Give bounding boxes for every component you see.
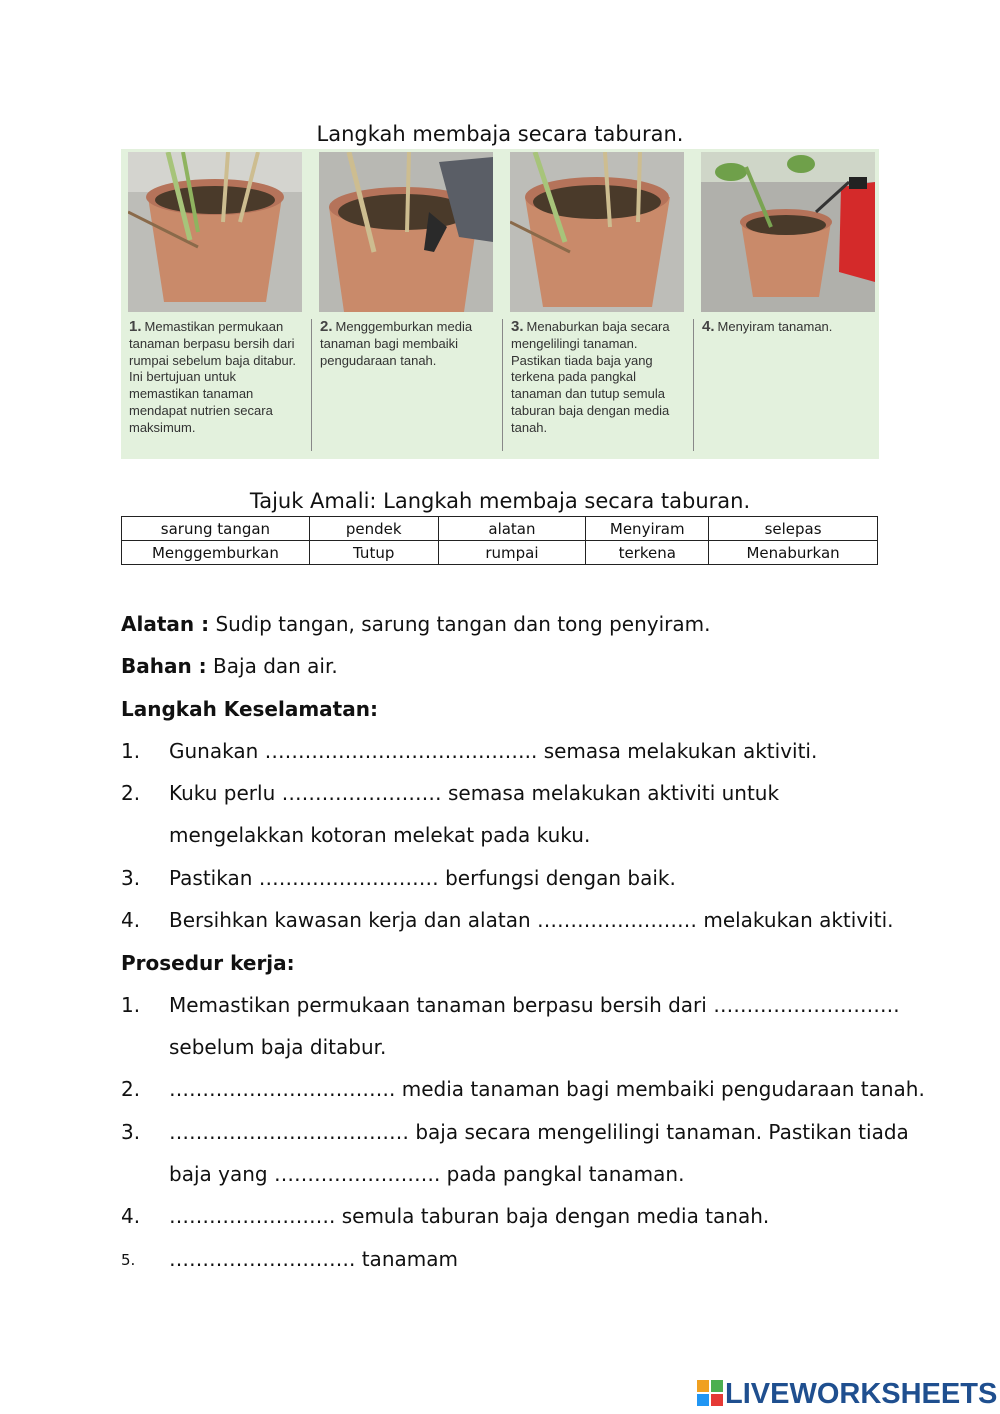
alatan-label: Alatan : — [121, 612, 210, 636]
item-number: 4. — [121, 1204, 141, 1228]
fill-blank-text: Bersihkan kawasan kerja dan alatan …………………… melakukan aktiviti. — [169, 908, 894, 932]
bahan-text: Baja dan air. — [213, 654, 338, 678]
fill-blank-text: ……………………………. media tanaman bagi membaiki pengudaraan tanah. — [169, 1077, 925, 1101]
figure-title: Langkah membaja secara taburan. — [316, 122, 684, 146]
item-number: 5. — [121, 1251, 136, 1269]
item-number: 1. — [121, 739, 141, 763]
word-bank-cell: selepas — [709, 517, 878, 541]
word-bank-table — [121, 516, 878, 565]
word-bank-cell: terkena — [586, 541, 709, 565]
procedure-heading: Prosedur kerja: — [121, 951, 295, 975]
fill-blank-text: ……………………………… baja secara mengelilingi tanaman. Pastikan tiada — [169, 1120, 909, 1144]
activity-title: Tajuk Amali: Langkah membaja secara taburan. — [249, 489, 751, 513]
brand-name: LIVEWORKSHEETS — [725, 1378, 998, 1410]
step-2-text: Menggemburkan media tanaman bagi membaiki pengudaraan tanah. — [320, 319, 473, 368]
fill-blank-text: Pastikan ……………………… berfungsi dengan baik. — [169, 866, 676, 890]
fill-blank-text: Gunakan ………………………………….. semasa melakukan aktiviti. — [169, 739, 818, 763]
step-1-photo — [128, 152, 302, 312]
fill-blank-text: ……………………. semula taburan baja dengan media tanah. — [169, 1204, 770, 1228]
step-4-text: Menyiram tanaman. — [717, 319, 833, 334]
step-1-caption — [129, 319, 307, 437]
word-bank-cell: pendek — [309, 517, 438, 541]
word-bank-row — [122, 517, 878, 541]
word-bank-cell: Menaburkan — [709, 541, 878, 565]
step-2-photo — [319, 152, 493, 312]
bahan-label: Bahan : — [121, 654, 207, 678]
word-bank-cell: alatan — [438, 517, 586, 541]
step-3-number: 3. — [511, 318, 524, 335]
item-number: 2. — [121, 781, 141, 805]
step-1-number: 1. — [129, 318, 142, 335]
item-number: 4. — [121, 908, 141, 932]
step-2-number: 2. — [320, 318, 333, 335]
word-bank-row — [122, 541, 878, 565]
step-4-number: 4. — [702, 318, 715, 335]
step-4 — [694, 149, 879, 459]
steps-figure-panel — [121, 149, 879, 459]
word-bank-cell: Tutup — [309, 541, 438, 565]
fill-blank-text: ………………………. tanamam — [169, 1247, 458, 1271]
step-3-caption — [511, 319, 689, 437]
item-number: 1. — [121, 993, 141, 1017]
bahan-line — [121, 654, 338, 678]
step-4-caption — [702, 319, 880, 336]
step-3-text: Menaburkan baja secara mengelilingi tanaman. Pastikan tiada baja yang terkena pada pangkal tanaman dan tutup semula taburan baja dengan media tanah. — [511, 319, 670, 435]
word-bank-cell: sarung tangan — [122, 517, 310, 541]
word-bank-cell: Menggemburkan — [122, 541, 310, 565]
alatan-line — [121, 612, 710, 636]
step-3 — [503, 149, 693, 459]
step-3-photo — [510, 152, 684, 312]
step-2-caption — [320, 319, 498, 369]
safety-heading: Langkah Keselamatan: — [121, 697, 378, 721]
step-4-photo — [701, 152, 875, 312]
fill-blank-text: Kuku perlu …………………… semasa melakukan aktiviti untuk — [169, 781, 780, 805]
fill-blank-text: baja yang ……………………. pada pangkal tanaman. — [169, 1162, 685, 1186]
word-bank-cell: Menyiram — [586, 517, 709, 541]
word-bank-cell: rumpai — [438, 541, 586, 565]
step-1 — [121, 149, 311, 459]
item-number: 2. — [121, 1077, 141, 1101]
liveworksheets-logo-icon — [697, 1380, 723, 1414]
alatan-text: Sudip tangan, sarung tangan dan tong penyiram. — [215, 612, 711, 636]
step-1-text: Memastikan permukaan tanaman berpasu bersih dari rumpai sebelum baja ditabur. Ini bertujuan untuk memastikan tanaman mendapat nutrien secara maksimum. — [129, 319, 296, 435]
fill-blank-text: sebelum baja ditabur. — [169, 1035, 387, 1059]
liveworksheets-footer — [697, 1378, 997, 1410]
item-number: 3. — [121, 1120, 141, 1144]
item-number: 3. — [121, 866, 141, 890]
fill-blank-text: Memastikan permukaan tanaman berpasu bersih dari ………………………. — [169, 993, 900, 1017]
step-2 — [312, 149, 502, 459]
fill-blank-text: mengelakkan kotoran melekat pada kuku. — [169, 823, 591, 847]
